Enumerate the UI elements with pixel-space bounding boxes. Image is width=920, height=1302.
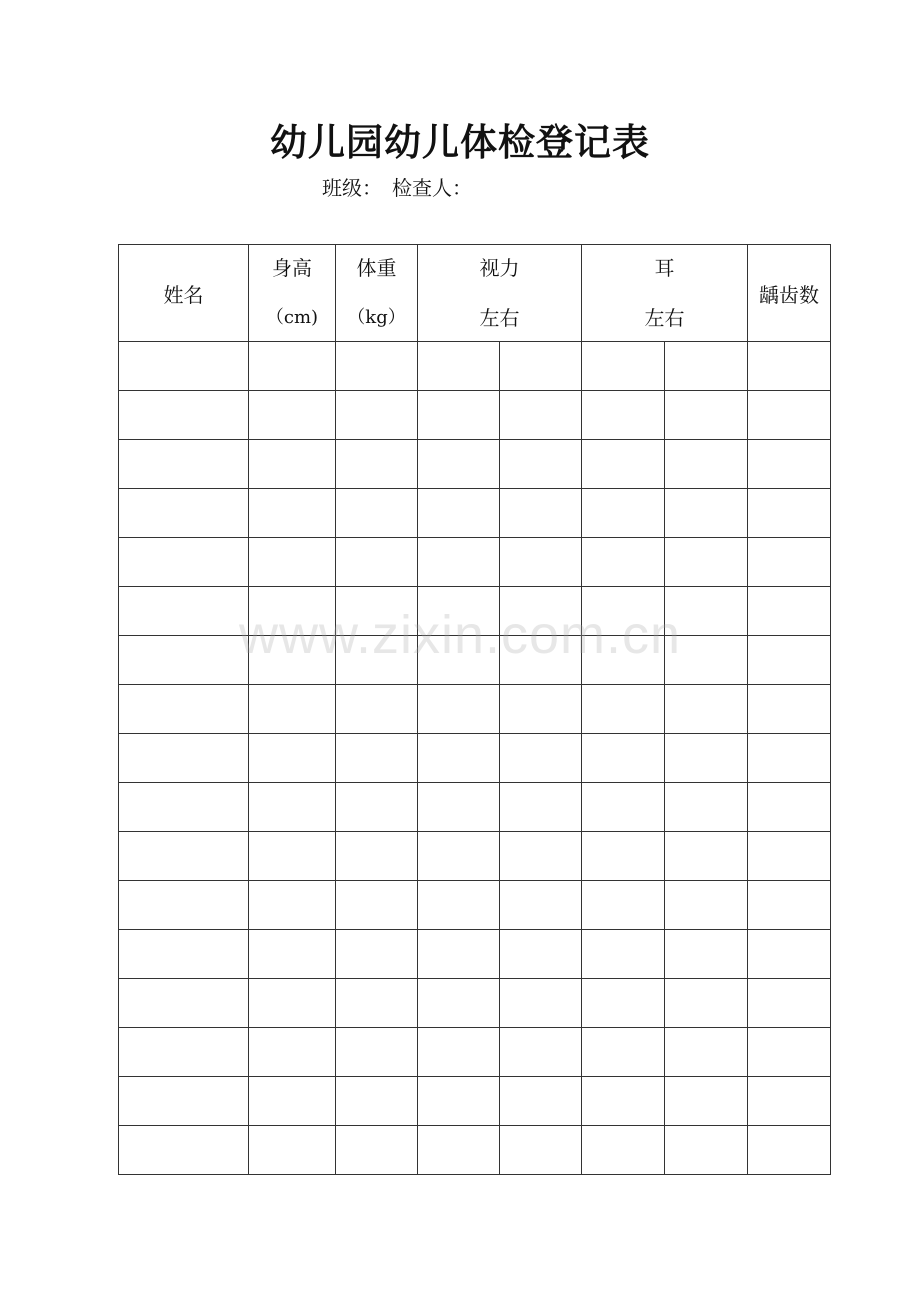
- vision-right-cell[interactable]: [500, 783, 582, 832]
- ear-left-cell[interactable]: [582, 489, 665, 538]
- header-height-label: 身高: [272, 256, 312, 280]
- vision-right-cell[interactable]: [500, 832, 582, 881]
- vision-right-cell[interactable]: [500, 342, 582, 391]
- vision-left-cell[interactable]: [418, 1126, 500, 1175]
- vision-left-cell[interactable]: [418, 979, 500, 1028]
- height-cell[interactable]: [249, 1028, 336, 1077]
- height-cell[interactable]: [249, 489, 336, 538]
- vision-right-cell[interactable]: [500, 1126, 582, 1175]
- weight-cell[interactable]: [336, 1077, 418, 1126]
- vision-left-cell[interactable]: [418, 538, 500, 587]
- header-caries-label: 龋齿数: [759, 282, 819, 307]
- vision-left-cell[interactable]: [418, 1077, 500, 1126]
- ear-left-cell[interactable]: [582, 587, 665, 636]
- weight-cell[interactable]: [336, 979, 418, 1028]
- name-cell[interactable]: [119, 1126, 249, 1175]
- ear-right-cell[interactable]: [665, 1028, 748, 1077]
- vision-right-cell[interactable]: [500, 391, 582, 440]
- caries-cell[interactable]: [748, 342, 831, 391]
- name-cell[interactable]: [119, 685, 249, 734]
- name-cell[interactable]: [119, 783, 249, 832]
- ear-right-cell[interactable]: [665, 832, 748, 881]
- vision-right-cell[interactable]: [500, 685, 582, 734]
- ear-right-cell[interactable]: [665, 391, 748, 440]
- table-row: [119, 1126, 831, 1175]
- weight-cell[interactable]: [336, 734, 418, 783]
- weight-cell[interactable]: [336, 685, 418, 734]
- table-row: [119, 342, 831, 391]
- ear-right-cell[interactable]: [665, 489, 748, 538]
- weight-cell[interactable]: [336, 391, 418, 440]
- weight-cell[interactable]: [336, 538, 418, 587]
- table-row: [119, 832, 831, 881]
- ear-right-cell[interactable]: [665, 783, 748, 832]
- ear-right-cell[interactable]: [665, 930, 748, 979]
- height-cell[interactable]: [249, 979, 336, 1028]
- weight-cell[interactable]: [336, 881, 418, 930]
- vision-right-cell[interactable]: [500, 930, 582, 979]
- header-height: [249, 245, 336, 342]
- caries-cell[interactable]: [748, 979, 831, 1028]
- ear-right-cell[interactable]: [665, 587, 748, 636]
- vision-left-cell[interactable]: [418, 587, 500, 636]
- caries-cell[interactable]: [748, 783, 831, 832]
- ear-right-cell[interactable]: [665, 342, 748, 391]
- ear-left-cell[interactable]: [582, 636, 665, 685]
- inspector-label: 检查人：: [392, 176, 472, 200]
- document-title: 幼儿园幼儿体检登记表: [270, 121, 650, 164]
- caries-cell[interactable]: [748, 881, 831, 930]
- caries-cell[interactable]: [748, 1126, 831, 1175]
- name-cell[interactable]: [119, 979, 249, 1028]
- header-weight: [336, 245, 418, 342]
- weight-cell[interactable]: [336, 1126, 418, 1175]
- name-cell[interactable]: [119, 1077, 249, 1126]
- height-cell[interactable]: [249, 440, 336, 489]
- ear-right-cell[interactable]: [665, 636, 748, 685]
- weight-cell[interactable]: [336, 783, 418, 832]
- height-cell[interactable]: [249, 685, 336, 734]
- vision-right-cell[interactable]: [500, 734, 582, 783]
- name-cell[interactable]: [119, 587, 249, 636]
- header-vision-sub: 左右: [479, 306, 520, 330]
- table-row: [119, 1028, 831, 1077]
- ear-left-cell[interactable]: [582, 538, 665, 587]
- table-row: [119, 685, 831, 734]
- weight-cell[interactable]: [336, 1028, 418, 1077]
- table-row: [119, 881, 831, 930]
- vision-left-cell[interactable]: [418, 440, 500, 489]
- name-cell[interactable]: [119, 832, 249, 881]
- height-cell[interactable]: [249, 734, 336, 783]
- caries-cell[interactable]: [748, 734, 831, 783]
- caries-cell[interactable]: [748, 440, 831, 489]
- ear-right-cell[interactable]: [665, 440, 748, 489]
- name-cell[interactable]: [119, 930, 249, 979]
- name-cell[interactable]: [119, 734, 249, 783]
- table-row: [119, 783, 831, 832]
- table-row: [119, 930, 831, 979]
- caries-cell[interactable]: [748, 1028, 831, 1077]
- table-row: [119, 587, 831, 636]
- class-label: 班级：: [322, 176, 382, 200]
- ear-left-cell[interactable]: [582, 979, 665, 1028]
- vision-right-cell[interactable]: [500, 636, 582, 685]
- caries-cell[interactable]: [748, 489, 831, 538]
- height-cell[interactable]: [249, 587, 336, 636]
- health-check-table: [118, 244, 831, 1175]
- ear-left-cell[interactable]: [582, 342, 665, 391]
- name-cell[interactable]: [119, 636, 249, 685]
- ear-right-cell[interactable]: [665, 1126, 748, 1175]
- ear-left-cell[interactable]: [582, 734, 665, 783]
- vision-right-cell[interactable]: [500, 1077, 582, 1126]
- caries-cell[interactable]: [748, 832, 831, 881]
- caries-cell[interactable]: [748, 1077, 831, 1126]
- weight-cell[interactable]: [336, 440, 418, 489]
- table-row: [119, 538, 831, 587]
- height-cell[interactable]: [249, 832, 336, 881]
- weight-cell[interactable]: [336, 342, 418, 391]
- table-row: [119, 636, 831, 685]
- height-cell[interactable]: [249, 342, 336, 391]
- name-cell[interactable]: [119, 489, 249, 538]
- header-vision-label: 视力: [479, 256, 520, 280]
- header-weight-label: 体重: [356, 256, 397, 280]
- caries-cell[interactable]: [748, 685, 831, 734]
- ear-left-cell[interactable]: [582, 440, 665, 489]
- ear-left-cell[interactable]: [582, 881, 665, 930]
- vision-right-cell[interactable]: [500, 1028, 582, 1077]
- header-weight-unit: （kg）: [347, 307, 406, 328]
- vision-right-cell[interactable]: [500, 587, 582, 636]
- vision-left-cell[interactable]: [418, 1028, 500, 1077]
- ear-right-cell[interactable]: [665, 734, 748, 783]
- vision-right-cell[interactable]: [500, 440, 582, 489]
- name-cell[interactable]: [119, 391, 249, 440]
- name-cell[interactable]: [119, 1028, 249, 1077]
- caries-cell[interactable]: [748, 587, 831, 636]
- watermark: www.zixin.com.cn: [238, 605, 682, 665]
- weight-cell[interactable]: [336, 636, 418, 685]
- weight-cell[interactable]: [336, 489, 418, 538]
- vision-left-cell[interactable]: [418, 342, 500, 391]
- height-cell[interactable]: [249, 881, 336, 930]
- header-ear-label: 耳: [654, 256, 675, 280]
- weight-cell[interactable]: [336, 930, 418, 979]
- vision-left-cell[interactable]: [418, 685, 500, 734]
- name-cell[interactable]: [119, 538, 249, 587]
- header-ear-sub: 左右: [644, 306, 685, 330]
- ear-left-cell[interactable]: [582, 685, 665, 734]
- table-row: [119, 440, 831, 489]
- name-cell[interactable]: [119, 440, 249, 489]
- form-meta-line: [322, 172, 472, 201]
- name-cell[interactable]: [119, 881, 249, 930]
- vision-left-cell[interactable]: [418, 881, 500, 930]
- vision-right-cell[interactable]: [500, 538, 582, 587]
- vision-left-cell[interactable]: [418, 489, 500, 538]
- height-cell[interactable]: [249, 783, 336, 832]
- ear-right-cell[interactable]: [665, 979, 748, 1028]
- ear-left-cell[interactable]: [582, 1028, 665, 1077]
- ear-left-cell[interactable]: [582, 832, 665, 881]
- height-cell[interactable]: [249, 1077, 336, 1126]
- ear-left-cell[interactable]: [582, 1077, 665, 1126]
- weight-cell[interactable]: [336, 587, 418, 636]
- vision-left-cell[interactable]: [418, 930, 500, 979]
- table-row: [119, 734, 831, 783]
- table-row: [119, 391, 831, 440]
- vision-right-cell[interactable]: [500, 881, 582, 930]
- height-cell[interactable]: [249, 1126, 336, 1175]
- vision-left-cell[interactable]: [418, 391, 500, 440]
- header-height-unit: （cm): [265, 307, 319, 328]
- ear-left-cell[interactable]: [582, 391, 665, 440]
- ear-right-cell[interactable]: [665, 685, 748, 734]
- ear-left-cell[interactable]: [582, 1126, 665, 1175]
- caries-cell[interactable]: [748, 636, 831, 685]
- ear-left-cell[interactable]: [582, 930, 665, 979]
- ear-right-cell[interactable]: [665, 538, 748, 587]
- ear-right-cell[interactable]: [665, 881, 748, 930]
- height-cell[interactable]: [249, 538, 336, 587]
- header-name-label: 姓名: [163, 282, 204, 307]
- header-ear: [582, 245, 748, 342]
- height-cell[interactable]: [249, 636, 336, 685]
- header-caries: [748, 245, 831, 342]
- height-cell[interactable]: [249, 391, 336, 440]
- vision-right-cell[interactable]: [500, 979, 582, 1028]
- header-vision: [418, 245, 582, 342]
- table-header-row: [119, 245, 831, 342]
- ear-right-cell[interactable]: [665, 1077, 748, 1126]
- caries-cell[interactable]: [748, 930, 831, 979]
- vision-right-cell[interactable]: [500, 489, 582, 538]
- caries-cell[interactable]: [748, 538, 831, 587]
- vision-left-cell[interactable]: [418, 636, 500, 685]
- ear-left-cell[interactable]: [582, 783, 665, 832]
- height-cell[interactable]: [249, 930, 336, 979]
- table-row: [119, 489, 831, 538]
- vision-left-cell[interactable]: [418, 832, 500, 881]
- header-name: [119, 245, 249, 342]
- vision-left-cell[interactable]: [418, 734, 500, 783]
- vision-left-cell[interactable]: [418, 783, 500, 832]
- table-row: [119, 1077, 831, 1126]
- caries-cell[interactable]: [748, 391, 831, 440]
- weight-cell[interactable]: [336, 832, 418, 881]
- table-row: [119, 979, 831, 1028]
- name-cell[interactable]: [119, 342, 249, 391]
